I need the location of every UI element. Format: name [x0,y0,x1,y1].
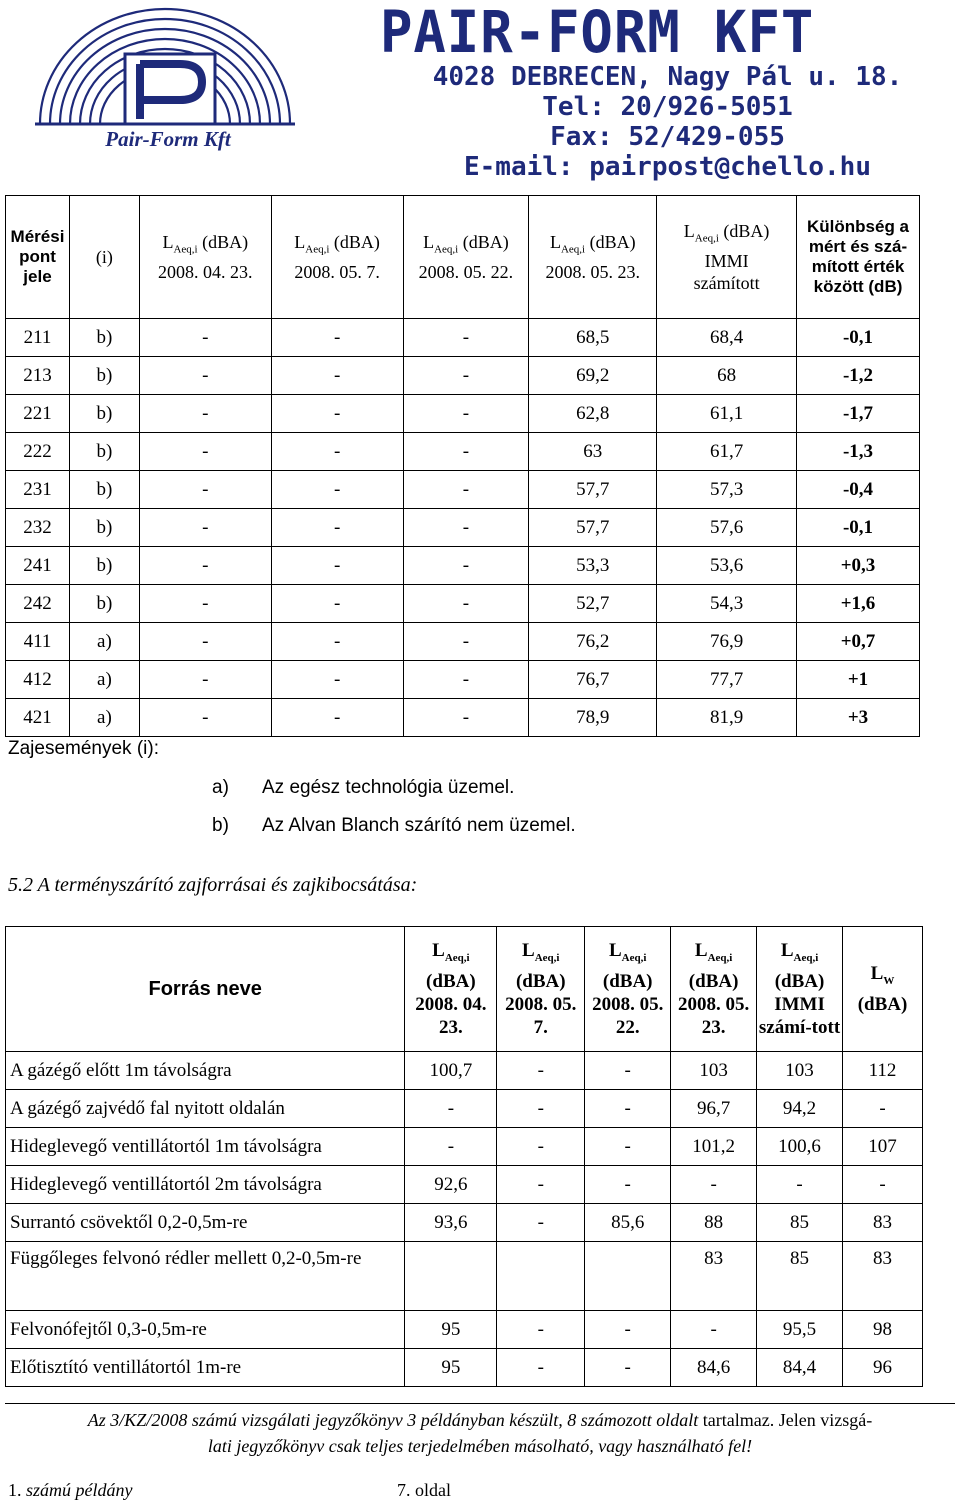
table-row [6,395,920,433]
table-cell: 242 [6,585,70,623]
copy-number: 1. számú példány [8,1480,133,1500]
table-row [6,585,920,623]
table-cell: 94,2 [757,1090,843,1128]
table-cell: - [271,547,403,585]
table-cell: - [403,433,529,471]
table-cell: - [271,395,403,433]
table-cell: 232 [6,509,70,547]
table-cell: 84,6 [671,1349,757,1387]
table-row [6,547,920,585]
source-name: A gázégő előtt 1m távolságra [6,1052,405,1090]
table-cell: - [403,623,529,661]
table-cell: 53,3 [529,547,657,585]
source-name: Függőleges felvonó rédler mellett 0,2-0,5m-re [6,1242,405,1311]
table-cell: 52,7 [529,585,657,623]
table-cell: 83 [843,1204,923,1242]
table-cell: 213 [6,357,70,395]
table-cell: - [403,471,529,509]
table-cell: - [139,509,271,547]
table-cell: b) [69,547,139,585]
table-row [6,1311,923,1349]
table-cell: b) [69,395,139,433]
table-cell: -1,2 [797,357,920,395]
table-cell: - [271,471,403,509]
table-cell: - [403,699,529,737]
table-cell: - [585,1128,671,1166]
page-number: 7. oldal [397,1480,451,1500]
table-cell: - [843,1166,923,1204]
table-cell: 57,6 [657,509,797,547]
table-cell: 81,9 [657,699,797,737]
table-cell: - [139,357,271,395]
section-title: 5.2 A terményszárító zajforrásai és zajkibocsátása: [8,874,418,896]
table-cell: -1,3 [797,433,920,471]
table-cell: 62,8 [529,395,657,433]
header-date-2: $L_{Aeq,i}$ (dBA) 2008. 05. 7. [271,196,403,319]
table-cell: 221 [6,395,70,433]
table-cell: - [271,509,403,547]
footer-note: Az 3/KZ/2008 számú vizsgálati jegyzőkönyv 3 példányban készült, 8 számozott oldalt tartalmaz. Jelen vizsgá- lati jegyzőkönyv csak teljes terjedelmében másolható, vagy használható fel! [87,1410,873,1456]
table-cell: 107 [843,1128,923,1166]
event-item-b: b) Az Alvan Blanch szárító nem üzemel. [212,815,576,836]
table-cell: 83 [671,1242,757,1311]
table-cell: +0,7 [797,623,920,661]
logo-caption: Pair-Form Kft [105,127,231,151]
source-name: Felvonófejtől 0,3-0,5m-re [6,1311,405,1349]
header-date-2: $L_{Aeq,i}$ (dBA) 2008. 05. 7. [497,927,585,1052]
table-cell: - [271,319,403,357]
table-cell: - [271,585,403,623]
table-cell: 68,4 [657,319,797,357]
table-cell: 231 [6,471,70,509]
table-cell: - [405,1128,497,1166]
measurement-table [5,195,920,737]
table-cell: - [585,1349,671,1387]
table-row [6,1128,923,1166]
table-cell: 421 [6,699,70,737]
table-cell: b) [69,319,139,357]
header-immi: $L_{Aeq,i}$ (dBA) IMMI számí-tott [757,927,843,1052]
table-cell: - [139,547,271,585]
header-point: Mérési pont jele [6,196,70,319]
table-cell: - [497,1349,585,1387]
table-cell: 57,7 [529,471,657,509]
event-item-a: a) Az egész technológia üzemel. [212,777,515,798]
table-cell [585,1242,671,1311]
table-cell: - [403,357,529,395]
table-cell: 92,6 [405,1166,497,1204]
table-cell: - [585,1311,671,1349]
table-cell: - [403,319,529,357]
table-row [6,509,920,547]
table-cell: 95 [405,1311,497,1349]
table-row [6,623,920,661]
footer-divider [5,1403,955,1404]
header-immi: $L_{Aeq,i}$ (dBA) IMMI számított [657,196,797,319]
table-cell: - [757,1166,843,1204]
table-cell: 411 [6,623,70,661]
table-cell: 77,7 [657,661,797,699]
table-row [6,1090,923,1128]
header-date-4: $L_{Aeq,i}$ (dBA) 2008. 05. 23. [671,927,757,1052]
table-cell: - [403,395,529,433]
table-row [6,661,920,699]
table-cell: b) [69,433,139,471]
table-cell: - [139,699,271,737]
table-cell: 93,6 [405,1204,497,1242]
table-cell: - [497,1052,585,1090]
source-name: Hideglevegő ventillátortól 2m távolságra [6,1166,405,1204]
table-row [6,1204,923,1242]
table-row [6,1242,923,1311]
table-cell: 69,2 [529,357,657,395]
table-cell: 100,7 [405,1052,497,1090]
table-cell: 68 [657,357,797,395]
table-cell: 98 [843,1311,923,1349]
table-cell: -0,4 [797,471,920,509]
table-cell: +3 [797,699,920,737]
table-cell: 88 [671,1204,757,1242]
table-cell: 101,2 [671,1128,757,1166]
header-date-4: $L_{Aeq,i}$ (dBA) 2008. 05. 23. [529,196,657,319]
table-cell: - [497,1311,585,1349]
table-cell: - [671,1311,757,1349]
table-cell: 95 [405,1349,497,1387]
table-cell: - [585,1090,671,1128]
table-cell: 83 [843,1242,923,1311]
table-cell: -0,1 [797,319,920,357]
table-cell: 61,7 [657,433,797,471]
table-cell: 241 [6,547,70,585]
table-cell: -1,7 [797,395,920,433]
table-cell: - [497,1128,585,1166]
table-cell: - [585,1166,671,1204]
company-block [380,2,955,182]
table-cell: - [403,661,529,699]
table-row [6,699,920,737]
table-cell: a) [69,699,139,737]
table-cell: 112 [843,1052,923,1090]
table-cell: 85 [757,1242,843,1311]
table-cell: 68,5 [529,319,657,357]
table-cell: - [497,1166,585,1204]
table-cell: +1 [797,661,920,699]
table-cell: 103 [671,1052,757,1090]
table-cell: - [585,1052,671,1090]
table-cell: b) [69,509,139,547]
table-header-row [6,196,920,319]
table-cell: 100,6 [757,1128,843,1166]
table-cell: 222 [6,433,70,471]
source-name: Hideglevegő ventillátortól 1m távolságra [6,1128,405,1166]
table-cell: - [271,433,403,471]
table-cell: 57,3 [657,471,797,509]
company-name: PAIR-FORM KFT [380,0,815,66]
table-cell: 412 [6,661,70,699]
table-cell: 95,5 [757,1311,843,1349]
table-cell: - [139,661,271,699]
table-cell: - [139,623,271,661]
table-cell: - [139,433,271,471]
table-cell: b) [69,357,139,395]
company-address: 4028 DEBRECEN, Nagy Pál u. 18. [432,62,903,92]
table-row [6,471,920,509]
table-cell: - [139,319,271,357]
company-fax: Fax: 52/429-055 [550,122,785,152]
table-cell: 53,6 [657,547,797,585]
table-cell [497,1242,585,1311]
table-row [6,357,920,395]
table-row [6,1052,923,1090]
table-row [6,433,920,471]
table-cell: - [271,699,403,737]
table-cell: - [139,471,271,509]
table-cell: 76,7 [529,661,657,699]
company-tel: Tel: 20/926-5051 [542,92,793,122]
source-name: A gázégő zajvédő fal nyitott oldalán [6,1090,405,1128]
table-cell: 57,7 [529,509,657,547]
table-cell [405,1242,497,1311]
table-cell: 54,3 [657,585,797,623]
table-cell: - [497,1204,585,1242]
table-cell: 211 [6,319,70,357]
table-cell: 103 [757,1052,843,1090]
table-cell: b) [69,585,139,623]
header-lw: $L_W$ (dBA) [843,927,923,1052]
table-cell: - [671,1166,757,1204]
table-cell: 76,9 [657,623,797,661]
table-cell: +1,6 [797,585,920,623]
table-cell: - [271,661,403,699]
header-date-3: $L_{Aeq,i}$ (dBA) 2008. 05. 22. [403,196,529,319]
table-cell: - [403,547,529,585]
table-cell: 78,9 [529,699,657,737]
table-cell: - [843,1090,923,1128]
table-cell: 76,2 [529,623,657,661]
table-cell: - [271,623,403,661]
table-cell: a) [69,661,139,699]
table-cell: 85 [757,1204,843,1242]
table-row [6,1166,923,1204]
events-title: Zajesemények (i): [8,738,159,759]
table-cell: b) [69,471,139,509]
header-date-3: $L_{Aeq,i}$ (dBA) 2008. 05. 22. [585,927,671,1052]
table-cell: 96 [843,1349,923,1387]
table-cell: - [139,585,271,623]
header-event: (i) [69,196,139,319]
header-difference: Különbség a mért és szá-mított érték között (dB) [797,196,920,319]
header-source: Forrás neve [6,927,405,1052]
table-cell: -0,1 [797,509,920,547]
table-cell: a) [69,623,139,661]
source-name: Surrantó csövektől 0,2-0,5m-re [6,1204,405,1242]
table-cell: - [403,585,529,623]
table-cell: - [139,395,271,433]
table-cell: - [497,1090,585,1128]
table-cell: 96,7 [671,1090,757,1128]
sources-table [5,926,923,1387]
table-cell: - [405,1090,497,1128]
table-cell: - [403,509,529,547]
table-row [6,319,920,357]
table-cell: - [271,357,403,395]
table-header-row [6,927,923,1052]
header-date-1: $L_{Aeq,i}$ (dBA) 2008. 04. 23. [139,196,271,319]
source-name: Előtisztító ventillátortól 1m-re [6,1349,405,1387]
table-row [6,1349,923,1387]
table-cell: 61,1 [657,395,797,433]
table-cell: 63 [529,433,657,471]
table-cell: +0,3 [797,547,920,585]
table-cell: 85,6 [585,1204,671,1242]
header-date-1: $L_{Aeq,i}$ (dBA) 2008. 04. 23. [405,927,497,1052]
table-cell: 84,4 [757,1349,843,1387]
letterhead [0,0,960,182]
company-email: E-mail: pairpost@chello.hu [464,152,871,182]
